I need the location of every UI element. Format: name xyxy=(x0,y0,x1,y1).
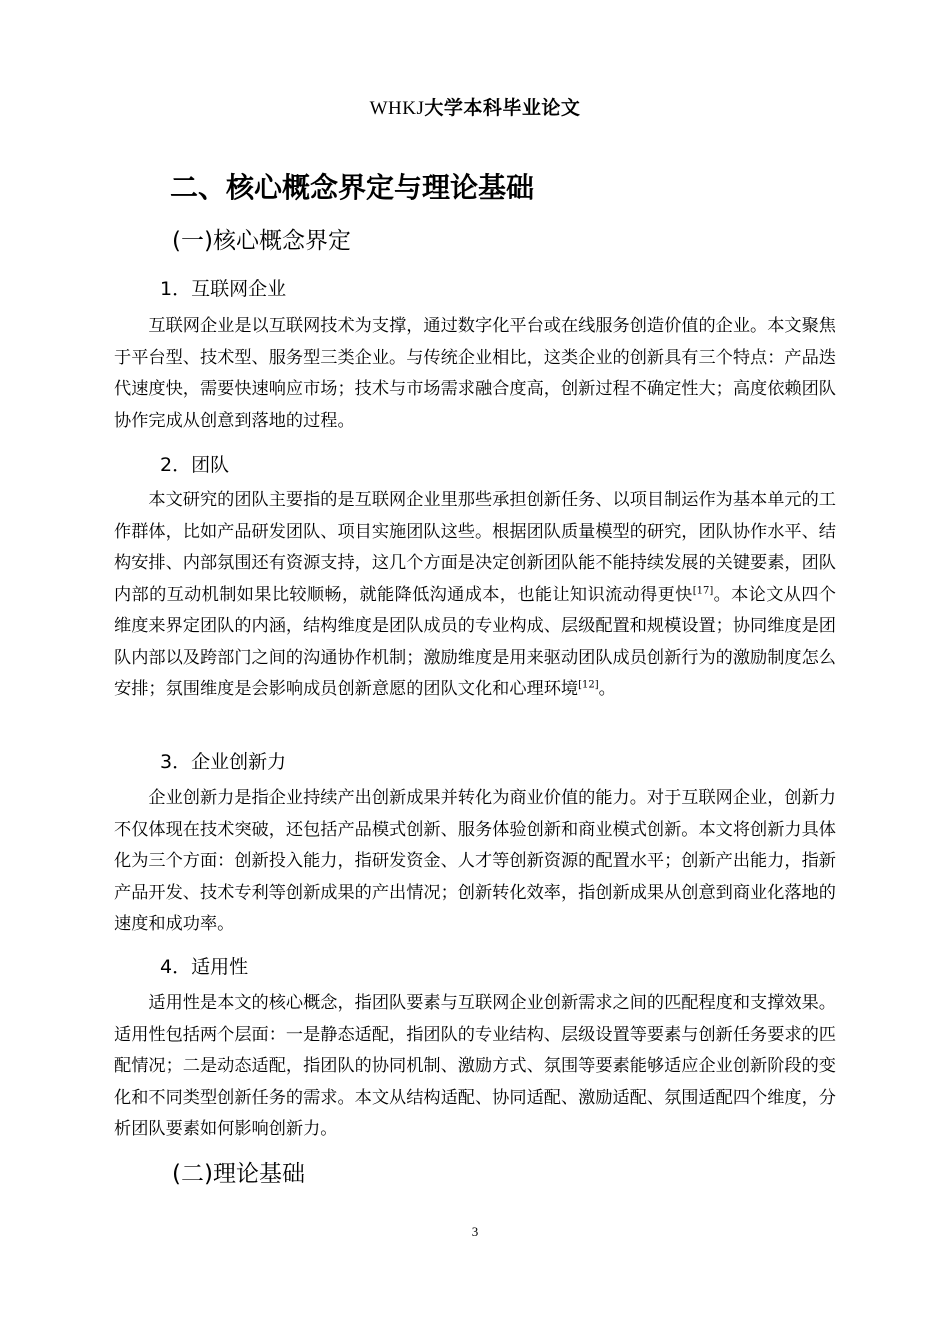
paragraph-team-part-3: 。 xyxy=(598,679,616,699)
header-school: WHKJ xyxy=(369,98,425,119)
section-title-1: (一)核心概念界定 xyxy=(172,228,351,254)
header-title: 大学本科毕业论文 xyxy=(424,97,581,119)
subsection-title-1: 1．互联网企业 xyxy=(160,278,287,300)
running-header xyxy=(0,93,950,120)
section-title-2: (二)理论基础 xyxy=(172,1161,305,1187)
subsection-title-4: 4．适用性 xyxy=(160,956,249,978)
paragraph-team-part-1: 本文研究的团队主要指的是互联网企业里那些承担创新任务、以项目制运作为基本单元的工作群体，比如产品研发团队、项目实施团队这些。根据团队质量模型的研究，团队协作水平、结构安排、内部氛围还有资源支持，这几个方面是决定创新团队能不能持续发展的关键要素，团队内部的互动机制如果比较顺畅，就能降低沟通成本，也能让知识流动得更快 xyxy=(114,490,836,605)
paragraph-internet-enterprise: 互联网企业是以互联网技术为支撑，通过数字化平台或在线服务创造价值的企业。本文聚焦于平台型、技术型、服务型三类企业。与传统企业相比，这类企业的创新具有三个特点：产品迭代速度快，需要快速响应市场；技术与市场需求融合度高，创新过程不确定性大；高度依赖团队协作完成从创意到落地的过程。 xyxy=(114,316,836,431)
subsection-title-2: 2．团队 xyxy=(160,454,230,476)
paragraph-innovation-capability: 企业创新力是指企业持续产出创新成果并转化为商业价值的能力。对于互联网企业，创新力不仅体现在技术突破，还包括产品模式创新、服务体验创新和商业模式创新。本文将创新力具体化为三个方面：创新投入能力，指研发资金、人才等创新资源的配置水平；创新产出能力，指新产品开发、技术专利等创新成果的产出情况；创新转化效率，指创新成果从创意到商业化落地的速度和成功率。 xyxy=(114,788,836,934)
subsection-title-3: 3．企业创新力 xyxy=(160,751,287,773)
chapter-title: 二、核心概念界定与理论基础 xyxy=(170,171,535,204)
paragraph-team-part-2: 。本论文从四个维度来界定团队的内涵，结构维度是团队成员的专业构成、层级配置和规模设置；协同维度是团队内部以及跨部门之间的沟通协作机制；激励维度是用来驱动团队成员创新行为的激励制度怎么安排；氛围维度是会影响成员创新意愿的团队文化和心理环境 xyxy=(114,584,836,699)
paragraph-team xyxy=(114,485,836,706)
page-number: 3 xyxy=(471,1224,479,1239)
paragraph-applicability: 适用性是本文的核心概念，指团队要素与互联网企业创新需求之间的匹配程度和支撑效果。适用性包括两个层面：一是静态适配，指团队的专业结构、层级设置等要素与创新任务要求的匹配情况；二是动态适配，指团队的协同机制、激励方式、氛围等要素能够适应企业创新阶段的变化和不同类型创新任务的需求。本文从结构适配、协同适配、激励适配、氛围适配四个维度，分析团队要素如何影响创新力。 xyxy=(114,993,836,1139)
citation-12: [12] xyxy=(578,679,599,691)
citation-17: [17] xyxy=(692,584,714,596)
